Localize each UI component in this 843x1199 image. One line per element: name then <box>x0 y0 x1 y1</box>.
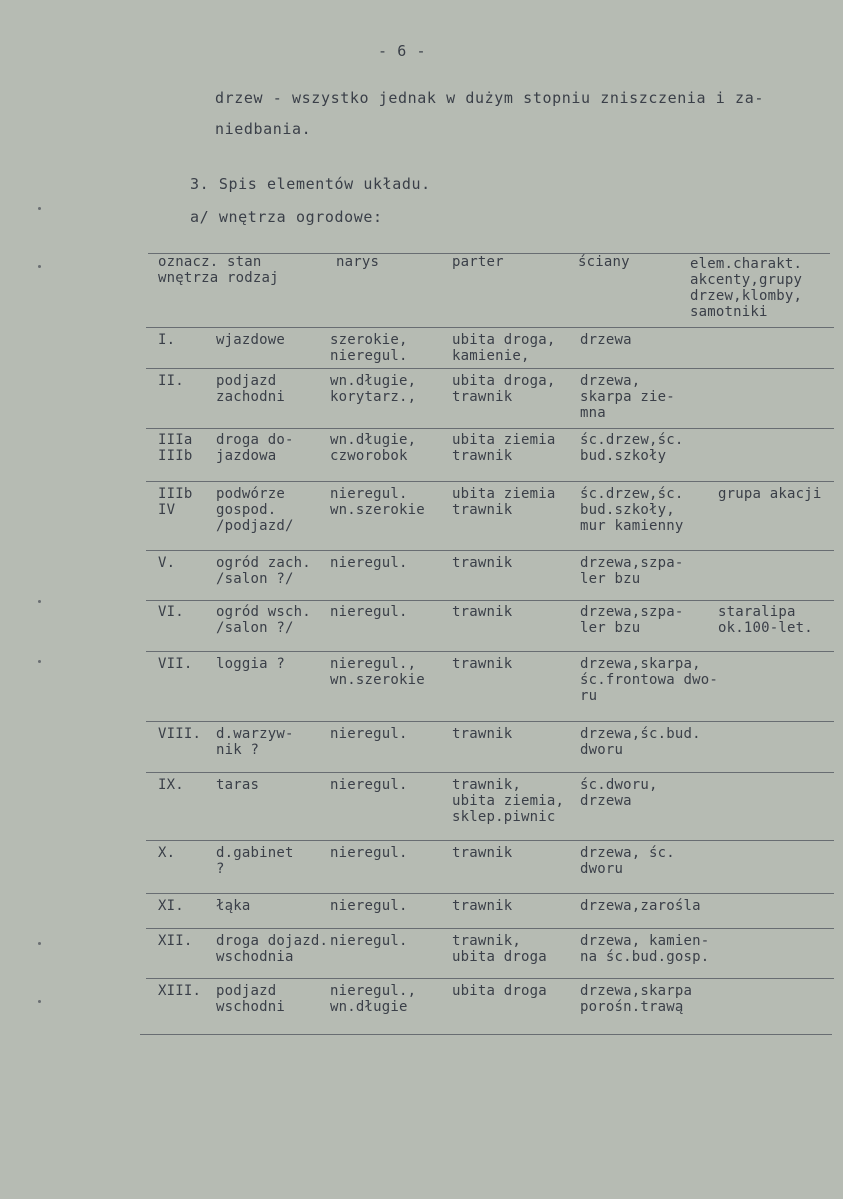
cell-narys: szerokie, <box>330 332 408 348</box>
table-bottom-rule <box>140 1034 832 1035</box>
cell-parter: trawnik <box>452 726 513 742</box>
cell-narys: nieregul. <box>330 933 408 949</box>
cell-parter: trawnik <box>452 502 513 518</box>
intro-text-line-2: niedbania. <box>215 120 312 138</box>
cell-sciany: porośn.trawą <box>580 999 684 1015</box>
cell-parter: trawnik <box>452 389 513 405</box>
row-number: IIIa <box>158 432 193 448</box>
cell-narys: nieregul. <box>330 898 408 914</box>
subsection-heading: a/ wnętrza ogrodowe: <box>190 208 383 226</box>
cell-narys: wn.szerokie <box>330 502 425 518</box>
margin-dot <box>38 265 41 268</box>
cell-narys: nieregul. <box>330 555 408 571</box>
row-separator-rule <box>146 651 834 652</box>
row-number: IIIb <box>158 448 193 464</box>
col-header-sciany: ściany <box>578 254 630 270</box>
cell-narys: nieregul. <box>330 845 408 861</box>
row-separator-rule <box>146 772 834 773</box>
cell-parter: trawnik <box>452 898 513 914</box>
cell-narys: nieregul., <box>330 656 417 672</box>
row-number: XIII. <box>158 983 202 999</box>
cell-rodzaj: wschodnia <box>216 949 294 965</box>
cell-rodzaj: ? <box>216 861 225 877</box>
cell-rodzaj: jazdowa <box>216 448 277 464</box>
cell-sciany: bud.szkoły, <box>580 502 675 518</box>
cell-elem: ok.100-let. <box>718 620 813 636</box>
margin-dot <box>38 207 41 210</box>
cell-rodzaj: loggia ? <box>216 656 286 672</box>
cell-narys: wn.długie, <box>330 373 417 389</box>
row-separator-rule <box>146 368 834 369</box>
cell-sciany: drzewa <box>580 793 632 809</box>
row-separator-rule <box>146 721 834 722</box>
cell-rodzaj: podjazd <box>216 983 277 999</box>
cell-sciany: drzewa,skarpa, <box>580 656 701 672</box>
col-header-rodzaj: wnętrza rodzaj <box>158 270 279 286</box>
cell-sciany: dworu <box>580 861 624 877</box>
cell-sciany: śc.drzew,śc. <box>580 486 684 502</box>
row-number: II. <box>158 373 184 389</box>
cell-narys: nieregul. <box>330 726 408 742</box>
section-heading: 3. Spis elementów układu. <box>190 175 431 193</box>
cell-sciany: skarpa zie- <box>580 389 675 405</box>
cell-narys: nieregul. <box>330 777 408 793</box>
row-separator-rule <box>146 550 834 551</box>
col-header-elem-3: drzew,klomby, <box>690 288 803 304</box>
cell-parter: trawnik <box>452 555 513 571</box>
cell-narys: nieregul. <box>330 604 408 620</box>
cell-narys: wn.długie, <box>330 432 417 448</box>
cell-sciany: mur kamienny <box>580 518 684 534</box>
row-number: VIII. <box>158 726 202 742</box>
row-separator-rule <box>146 893 834 894</box>
cell-parter: trawnik <box>452 845 513 861</box>
cell-rodzaj: nik ? <box>216 742 260 758</box>
cell-rodzaj: podwórze <box>216 486 286 502</box>
cell-sciany: drzewa,szpa- <box>580 604 684 620</box>
cell-sciany: drzewa <box>580 332 632 348</box>
col-header-elem-1: elem.charakt. <box>690 256 803 272</box>
row-number: IIIb <box>158 486 193 502</box>
cell-rodzaj: droga do- <box>216 432 294 448</box>
cell-sciany: drzewa,skarpa <box>580 983 693 999</box>
cell-rodzaj: d.warzyw- <box>216 726 294 742</box>
cell-sciany: bud.szkoły <box>580 448 667 464</box>
row-number: XI. <box>158 898 184 914</box>
row-number: IV <box>158 502 176 518</box>
cell-rodzaj: ogród wsch. <box>216 604 311 620</box>
col-header-narys: narys <box>336 254 380 270</box>
cell-parter: ubita droga, <box>452 373 556 389</box>
cell-narys: nieregul. <box>330 348 408 364</box>
row-separator-rule <box>146 978 834 979</box>
row-number: VII. <box>158 656 193 672</box>
cell-sciany: drzewa, <box>580 373 641 389</box>
col-header-elem-4: samotniki <box>690 304 768 320</box>
cell-parter: trawnik <box>452 604 513 620</box>
page-number: - 6 - <box>378 42 427 60</box>
cell-sciany: śc.frontowa dwo- <box>580 672 719 688</box>
row-separator-rule <box>146 928 834 929</box>
col-header-parter: parter <box>452 254 504 270</box>
cell-narys: wn.szerokie <box>330 672 425 688</box>
cell-rodzaj: podjazd <box>216 373 277 389</box>
cell-sciany: drzewa, kamien- <box>580 933 710 949</box>
col-header-oznacz: oznacz. stan <box>158 254 262 270</box>
cell-sciany: ru <box>580 688 598 704</box>
cell-sciany: śc.drzew,śc. <box>580 432 684 448</box>
cell-rodzaj: taras <box>216 777 260 793</box>
cell-narys: nieregul. <box>330 486 408 502</box>
cell-narys: nieregul., <box>330 983 417 999</box>
cell-rodzaj: /salon ?/ <box>216 571 294 587</box>
cell-rodzaj: ogród zach. <box>216 555 311 571</box>
row-number: I. <box>158 332 176 348</box>
cell-sciany: drzewa, śc. <box>580 845 675 861</box>
cell-narys: czworobok <box>330 448 408 464</box>
cell-sciany: ler bzu <box>580 620 641 636</box>
cell-elem: grupa akacji <box>718 486 822 502</box>
cell-parter: ubita ziemia <box>452 432 556 448</box>
row-number: IX. <box>158 777 184 793</box>
cell-rodzaj: d.gabinet <box>216 845 294 861</box>
margin-dot <box>38 942 41 945</box>
row-number: X. <box>158 845 176 861</box>
cell-sciany: drzewa,szpa- <box>580 555 684 571</box>
cell-parter: trawnik, <box>452 777 522 793</box>
cell-sciany: śc.dworu, <box>580 777 658 793</box>
row-separator-rule <box>146 481 834 482</box>
cell-narys: wn.długie <box>330 999 408 1015</box>
cell-parter: trawnik, <box>452 933 522 949</box>
cell-parter: ubita droga <box>452 983 547 999</box>
cell-elem: staralipa <box>718 604 796 620</box>
cell-parter: ubita droga <box>452 949 547 965</box>
margin-dot <box>38 1000 41 1003</box>
cell-parter: ubita ziemia, <box>452 793 565 809</box>
margin-dot <box>38 660 41 663</box>
cell-rodzaj: gospod. <box>216 502 277 518</box>
cell-sciany: drzewa,zarośla <box>580 898 701 914</box>
margin-dot <box>38 600 41 603</box>
cell-rodzaj: droga dojazd. <box>216 933 329 949</box>
cell-rodzaj: zachodni <box>216 389 286 405</box>
row-separator-rule <box>146 327 834 328</box>
row-number: XII. <box>158 933 193 949</box>
cell-parter: ubita ziemia <box>452 486 556 502</box>
row-separator-rule <box>146 840 834 841</box>
cell-rodzaj: wschodni <box>216 999 286 1015</box>
cell-rodzaj: /podjazd/ <box>216 518 294 534</box>
cell-rodzaj: /salon ?/ <box>216 620 294 636</box>
cell-parter: sklep.piwnic <box>452 809 556 825</box>
cell-sciany: ler bzu <box>580 571 641 587</box>
cell-sciany: na śc.bud.gosp. <box>580 949 710 965</box>
col-header-elem-2: akcenty,grupy <box>690 272 803 288</box>
cell-parter: trawnik <box>452 448 513 464</box>
row-number: VI. <box>158 604 184 620</box>
row-separator-rule <box>146 428 834 429</box>
row-separator-rule <box>146 600 834 601</box>
cell-narys: korytarz., <box>330 389 417 405</box>
cell-parter: ubita droga, <box>452 332 556 348</box>
intro-text-line-1: drzew - wszystko jednak w dużym stopniu zniszczenia i za- <box>215 89 764 107</box>
cell-parter: trawnik <box>452 656 513 672</box>
cell-sciany: drzewa,śc.bud. <box>580 726 701 742</box>
cell-sciany: mna <box>580 405 606 421</box>
row-number: V. <box>158 555 176 571</box>
cell-rodzaj: łąka <box>216 898 251 914</box>
cell-sciany: dworu <box>580 742 624 758</box>
cell-parter: kamienie, <box>452 348 530 364</box>
cell-rodzaj: wjazdowe <box>216 332 286 348</box>
